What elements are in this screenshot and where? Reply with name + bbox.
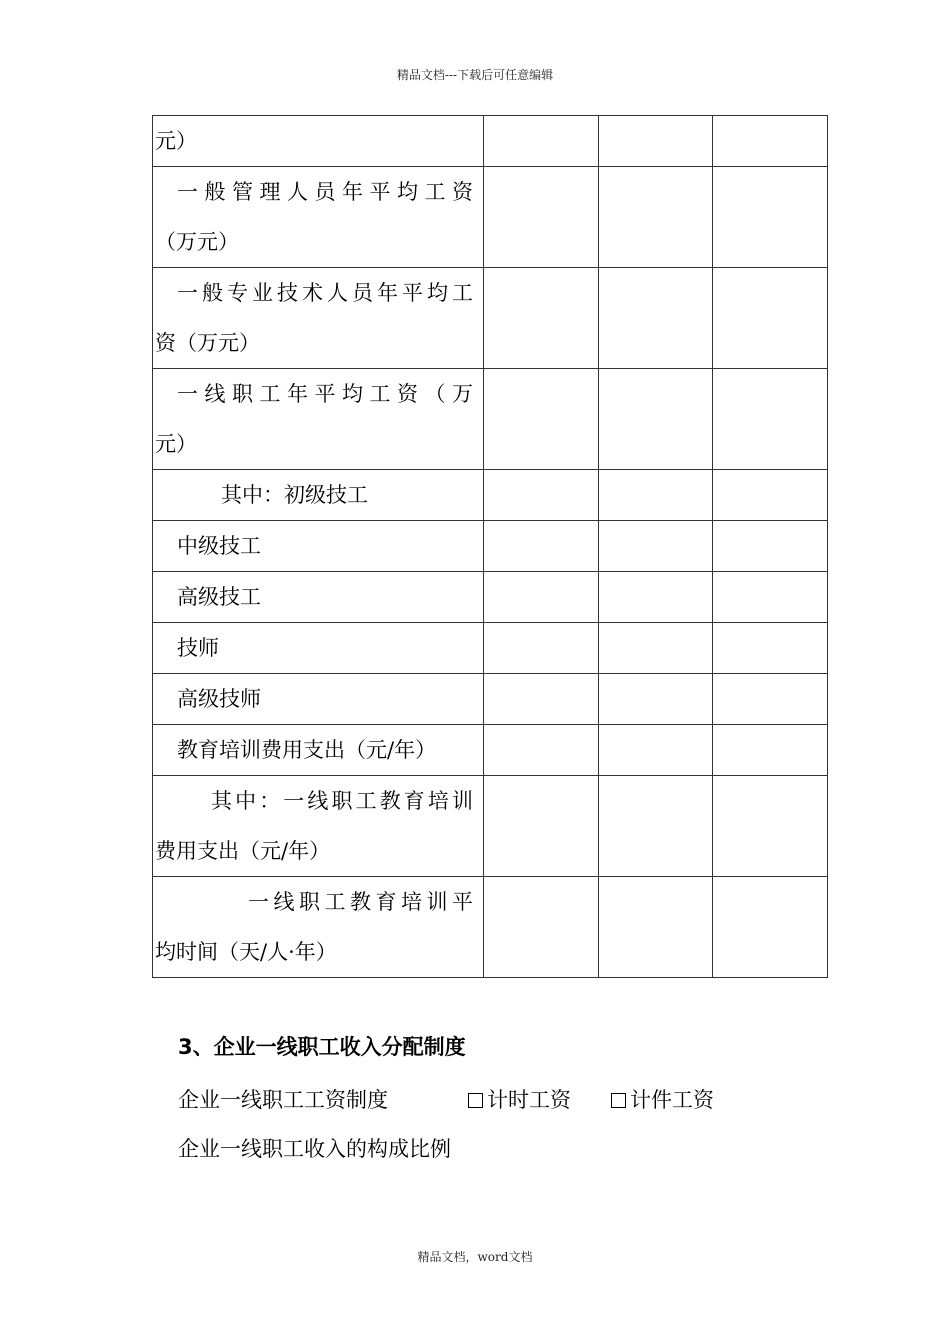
row-label — [153, 776, 484, 877]
row-label-text: 一般专业技术人员年平均工 — [177, 281, 473, 305]
page-header: 精品文档---下载后可任意编辑 — [396, 68, 554, 82]
table-cell[interactable] — [713, 776, 828, 877]
table-cell[interactable] — [713, 725, 828, 776]
table-cell[interactable] — [713, 470, 828, 521]
table-cell[interactable] — [599, 268, 713, 369]
table-cell[interactable] — [599, 725, 713, 776]
option-label: 计时工资 — [487, 1088, 571, 1112]
wage-system-label: 企业一线职工工资制度 — [178, 1088, 388, 1112]
table-cell[interactable] — [713, 167, 828, 268]
row-label-text: （万元） — [155, 230, 239, 254]
row-label — [153, 470, 484, 521]
section-heading: 3、企业一线职工收入分配制度 — [178, 1035, 466, 1059]
checkbox-icon[interactable] — [468, 1093, 483, 1108]
table-cell[interactable] — [713, 369, 828, 470]
option-piece-wage[interactable] — [611, 1084, 714, 1114]
row-label-text: 高级技工 — [177, 585, 261, 609]
table-cell[interactable] — [484, 674, 599, 725]
table-row — [153, 877, 828, 978]
row-label — [153, 674, 484, 725]
row-label-text: 中级技工 — [177, 534, 261, 558]
checkbox-icon[interactable] — [611, 1093, 626, 1108]
salary-table — [152, 115, 828, 978]
table-cell[interactable] — [599, 521, 713, 572]
table-cell[interactable] — [484, 776, 599, 877]
row-label — [153, 116, 484, 167]
row-label-text: 一般管理人员年平均工资 — [177, 180, 473, 204]
table-cell[interactable] — [599, 116, 713, 167]
row-label — [153, 521, 484, 572]
table-cell[interactable] — [713, 877, 828, 978]
table-cell[interactable] — [484, 470, 599, 521]
table-cell[interactable] — [599, 623, 713, 674]
row-label-text: 元） — [155, 129, 197, 153]
table-row — [153, 167, 828, 268]
table-cell[interactable] — [713, 572, 828, 623]
row-label — [153, 725, 484, 776]
table-cell[interactable] — [484, 116, 599, 167]
table-cell[interactable] — [484, 572, 599, 623]
table-cell[interactable] — [599, 776, 713, 877]
table-row — [153, 776, 828, 877]
row-label — [153, 369, 484, 470]
row-label-text: 费用支出（元/年） — [155, 839, 331, 863]
option-hourly-wage[interactable] — [468, 1084, 571, 1114]
table-row — [153, 369, 828, 470]
table-row — [153, 268, 828, 369]
table-cell[interactable] — [599, 369, 713, 470]
table-cell[interactable] — [713, 116, 828, 167]
row-label — [153, 268, 484, 369]
table-cell[interactable] — [713, 623, 828, 674]
row-label-text: 一线职工教育培训平 — [248, 890, 473, 914]
income-composition-label: 企业一线职工收入的构成比例 — [178, 1137, 451, 1161]
row-label-text: 均时间（天/人·年） — [155, 940, 337, 964]
table-cell[interactable] — [599, 167, 713, 268]
option-label: 计件工资 — [630, 1088, 714, 1112]
table-row — [153, 572, 828, 623]
row-label-text: 教育培训费用支出（元/年） — [177, 738, 437, 762]
row-label — [153, 167, 484, 268]
table-row — [153, 725, 828, 776]
table-cell[interactable] — [713, 674, 828, 725]
table-cell[interactable] — [599, 572, 713, 623]
page-footer: 精品文档，word文档 — [417, 1250, 533, 1264]
row-label — [153, 572, 484, 623]
table-cell[interactable] — [599, 877, 713, 978]
table-cell[interactable] — [713, 268, 828, 369]
table-cell[interactable] — [484, 268, 599, 369]
row-label-text: 其中：初级技工 — [221, 483, 368, 507]
table-cell[interactable] — [484, 725, 599, 776]
row-label — [153, 877, 484, 978]
table-row — [153, 674, 828, 725]
table-cell[interactable] — [599, 470, 713, 521]
table-row — [153, 623, 828, 674]
table-cell[interactable] — [484, 369, 599, 470]
table-cell[interactable] — [484, 877, 599, 978]
table-cell[interactable] — [484, 521, 599, 572]
row-label — [153, 623, 484, 674]
row-label-text: 资（万元） — [155, 331, 260, 355]
table-cell[interactable] — [484, 623, 599, 674]
row-label-text: 其中：一线职工教育培训 — [211, 789, 473, 813]
table-cell[interactable] — [713, 521, 828, 572]
row-label-text: 一线职工年平均工资（万 — [177, 382, 473, 406]
row-label-text: 高级技师 — [177, 687, 261, 711]
row-label-text: 技师 — [177, 636, 219, 660]
table-cell[interactable] — [484, 167, 599, 268]
table-row — [153, 116, 828, 167]
row-label-text: 元） — [155, 432, 197, 456]
table-cell[interactable] — [599, 674, 713, 725]
table-row — [153, 521, 828, 572]
table-row — [153, 470, 828, 521]
